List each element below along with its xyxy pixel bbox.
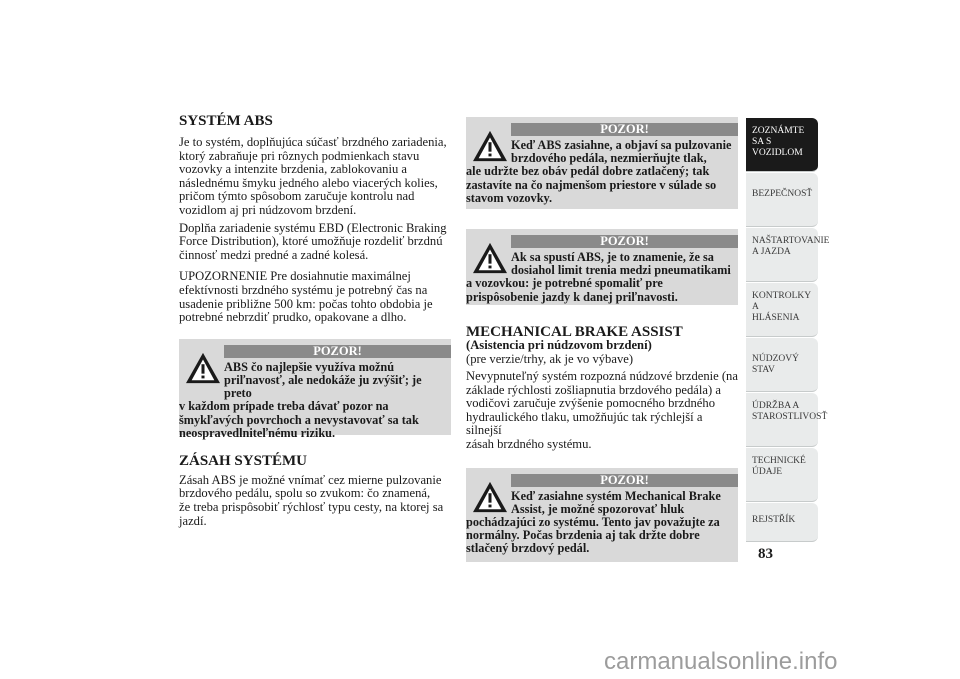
tab-zoznamte-sa[interactable]: ZOZNÁMTE SA S VOZIDLOM	[746, 118, 818, 172]
abs-notice-paragraph: UPOZORNENIE Pre dosiahnutie maximálnej efektívnosti brzdného systému je potrebný čas na usadenie približne 500 km: počas tohto obdobia je potrebné nebrzdiť prudko, opakovane a dlho.	[179, 269, 433, 325]
warning-box-abs-grip	[179, 339, 451, 440]
page-number: 83	[758, 546, 773, 562]
tab-udrzba[interactable]: ÚDRŽBA A STAROSTLIVOSŤ	[746, 393, 818, 447]
mba-subtitle: (Asistencia pri núdzovom brzdení)	[466, 338, 652, 352]
warning-header: POZOR!	[511, 474, 738, 487]
warning-text: ABS čo najlepšie využíva možnú priľnavosť, ale nedokáže ju zvýšiť; je preto v každom prípade treba dávať pozor na šmykľavých povrchoch a nevystavovať sa tak neospravedlniteľnému riziku.	[179, 359, 422, 440]
warning-box-mba-noise	[466, 468, 738, 562]
warning-header: POZOR!	[511, 235, 738, 248]
warning-text: Keď ABS zasiahne, a objaví sa pulzovanie brzdového pedála, nezmierňujte tlak, ale udržte bez obáv pedál dobre zatlačený; tak zastavíte na čo najmenšom priestore v súlade so stavom vozovky.	[466, 138, 732, 205]
tab-nastartovanie[interactable]: NAŠTARTOVANIE A JAZDA	[746, 228, 818, 282]
mba-paragraph: Nevypnuteľný systém rozpozná núdzové brzdenie (na základe rýchlosti zošliapnutia brzdového pedála) a vodičovi zaručuje zvýšenie pomocného brzdného hydraulického tlaku, umožňujúc tak rýchlejší a silnejší zásah brzdného systému.	[466, 369, 738, 451]
mba-availability-note: (pre verzie/trhy, ak je vo výbave)	[466, 352, 634, 366]
tab-nudzovy-stav[interactable]: NÚDZOVÝ STAV	[746, 338, 818, 392]
zasah-paragraph: Zásah ABS je možné vnímať cez mierne pulzovanie brzdového pedálu, spolu so zvukom: čo znamená, že treba prispôsobiť rýchlosť typu cesty, na ktorej sa jazdí.	[179, 472, 444, 528]
chapter-tabs	[746, 118, 830, 542]
abs-paragraph-2: Doplňa zariadenie systému EBD (Electronic Braking Force Distribution), ktoré umožňuje rozdeliť brzdnú činnosť medzi predné a zadné kolesá.	[179, 220, 447, 262]
abs-paragraph-1: Je to systém, doplňujúca súčasť brzdného zariadenia, ktorý zabraňuje pri rôznych podmienkach stavu vozovky a intenzite brzdenia, zablokovaniu a následnému šmyku jedného alebo viacerých kolies, pričom týmto spôsobom zaručuje kontrolu nad vozidlom aj pri núdzovom brzdení.	[179, 135, 447, 217]
tab-rejstrik[interactable]: REJSTŘÍK	[746, 503, 818, 542]
warning-text: Ak sa spustí ABS, je to znamenie, že sa dosiahol limit trenia medzi pneumatikami a vozovkou: je potrebné spomaliť pre prispôsobenie jazdy k danej priľnavosti.	[466, 250, 731, 304]
mba-section-title: MECHANICAL BRAKE ASSIST	[466, 324, 683, 340]
tab-bezpecnost[interactable]: BEZPEČNOSŤ	[746, 173, 818, 227]
tab-technicke-udaje[interactable]: TECHNICKÉ ÚDAJE	[746, 448, 818, 502]
warning-header: POZOR!	[224, 345, 451, 358]
warning-text: Keď zasiahne systém Mechanical Brake Assist, je možné spozorovať hluk pochádzajúci zo systému. Tento jav považujte za normálny. Počas brzdenia aj tak držte dobre stlačený brzdový pedál.	[466, 488, 721, 556]
left-column	[179, 112, 451, 532]
warning-box-abs-pulse	[466, 117, 738, 209]
zasah-section-title: ZÁSAH SYSTÉMU	[179, 452, 307, 469]
warning-box-abs-limit	[466, 229, 738, 305]
tab-kontrolky[interactable]: KONTROLKY A HLÁSENIA	[746, 283, 818, 337]
warning-header: POZOR!	[511, 123, 738, 136]
watermark-text: carmanualsonline.info	[604, 648, 838, 675]
right-column	[466, 117, 738, 562]
abs-section-title: SYSTÉM ABS	[179, 113, 273, 129]
